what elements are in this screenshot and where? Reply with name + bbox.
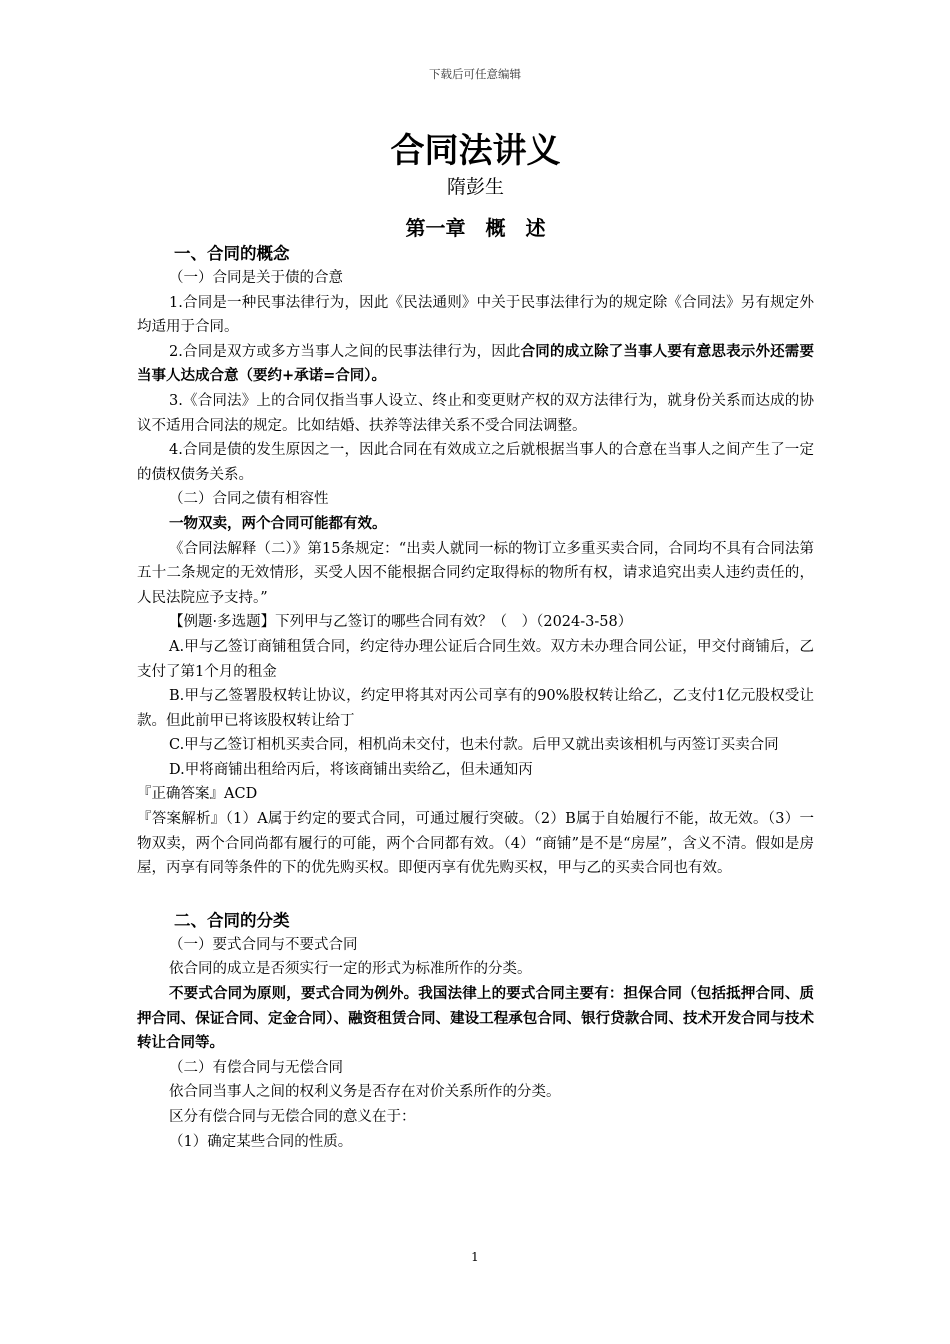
emphasis-paragraph: 一物双卖，两个合同可能都有效。	[169, 514, 387, 532]
paragraph: 依合同的成立是否须实行一定的形式为标准所作的分类。	[169, 961, 532, 978]
option-c: C.甲与乙签订相机买卖合同，相机尚未交付，也未付款。后甲又就出卖该相机与丙签订买卖合同	[169, 737, 779, 754]
subsection-heading: （二）有偿合同与无偿合同	[169, 1059, 343, 1076]
example-question: 【例题·多选题】下列甲与乙签订的哪些合同有效？（ ）（2024-3-58）	[169, 614, 633, 631]
page-number: 1	[471, 1250, 479, 1264]
paragraph-text: 2.合同是双方或多方当事人之间的民事法律行为，因此	[169, 343, 521, 360]
document-author: 隋彭生	[446, 176, 504, 198]
subsection-heading: （一）合同是关于债的合意	[169, 270, 343, 286]
subsection-heading: （二）合同之债有相容性	[169, 491, 329, 508]
section-heading: 一、合同的概念	[174, 244, 290, 263]
paragraph: 依合同当事人之间的权利义务是否存在对价关系所作的分类。	[169, 1084, 561, 1101]
answer-explanation: 『答案解析』（1）A属于约定的要式合同，可通过履行突破。（2）B属于自始履行不能，故无效。（3）一物双卖，两个合同尚都有履行的可能，两个合同都有效。（4）“商铺”是不是“房屋”，含义不清。假如是房屋，丙享有同等条件的下的优先购买权。即便丙享有优先购买权，甲与乙的买卖合同也有效。	[137, 811, 814, 877]
page-content	[137, 128, 814, 1154]
paragraph: 3.《合同法》上的合同仅指当事人设立、终止和变更财产权的双方法律行为，就身份关系而达成的协议不适用合同法的规定。比如结婚、扶养等法律关系不受合同法调整。	[137, 392, 814, 434]
paragraph: 《合同法解释（二）》第15条规定：“出卖人就同一标的物订立多重买卖合同，合同均不具有合同法第五十二条规定的无效情形，买受人因不能根据合同约定取得标的物所有权，请求追究出卖人违约责任的，人民法院应予支持。”	[137, 540, 814, 606]
document-title: 合同法讲义	[390, 131, 561, 171]
paragraph: 区分有偿合同与无偿合同的意义在于：	[169, 1109, 416, 1125]
chapter-heading: 第一章 概 述	[405, 216, 546, 240]
section-heading: 二、合同的分类	[174, 910, 290, 930]
correct-answer: 『正确答案』ACD	[137, 786, 258, 803]
page-header: 下载后可任意编辑	[429, 67, 521, 81]
option-a: A.甲与乙签订商铺租赁合同，约定待办理公证后合同生效。双方未办理合同公证，甲交付商铺后，乙支付了第1个月的租金	[137, 638, 814, 680]
paragraph	[137, 340, 814, 389]
paragraph: 4.合同是债的发生原因之一，因此合同在有效成立之后就根据当事人的合意在当事人之间产生了一定的债权债务关系。	[137, 442, 814, 483]
subsection-heading: （一）要式合同与不要式合同	[169, 936, 358, 953]
emphasis-paragraph: 不要式合同为原则，要式合同为例外。我国法律上的要式合同主要有：担保合同（包括抵押合同、质押合同、保证合同、定金合同）、融资租赁合同、建设工程承包合同、银行贷款合同、技术开发合同与技术转让合同等。	[137, 985, 814, 1052]
emphasis-text: 合同的成立除了当事人要有意思表示外还需要当事人达成合意（要约+承诺=合同）。	[137, 342, 814, 385]
paragraph: 1.合同是一种民事法律行为，因此《民法通则》中关于民事法律行为的规定除《合同法》另有规定外均适用于合同。	[137, 294, 814, 336]
option-b: B.甲与乙签署股权转让协议，约定甲将其对丙公司享有的90%股权转让给乙，乙支付1亿元股权受让款。但此前甲已将该股权转让给丁	[137, 688, 814, 729]
paragraph: （1）确定某些合同的性质。	[169, 1133, 353, 1150]
option-d: D.甲将商铺出租给丙后，将该商铺出卖给乙，但未通知丙	[169, 761, 533, 778]
